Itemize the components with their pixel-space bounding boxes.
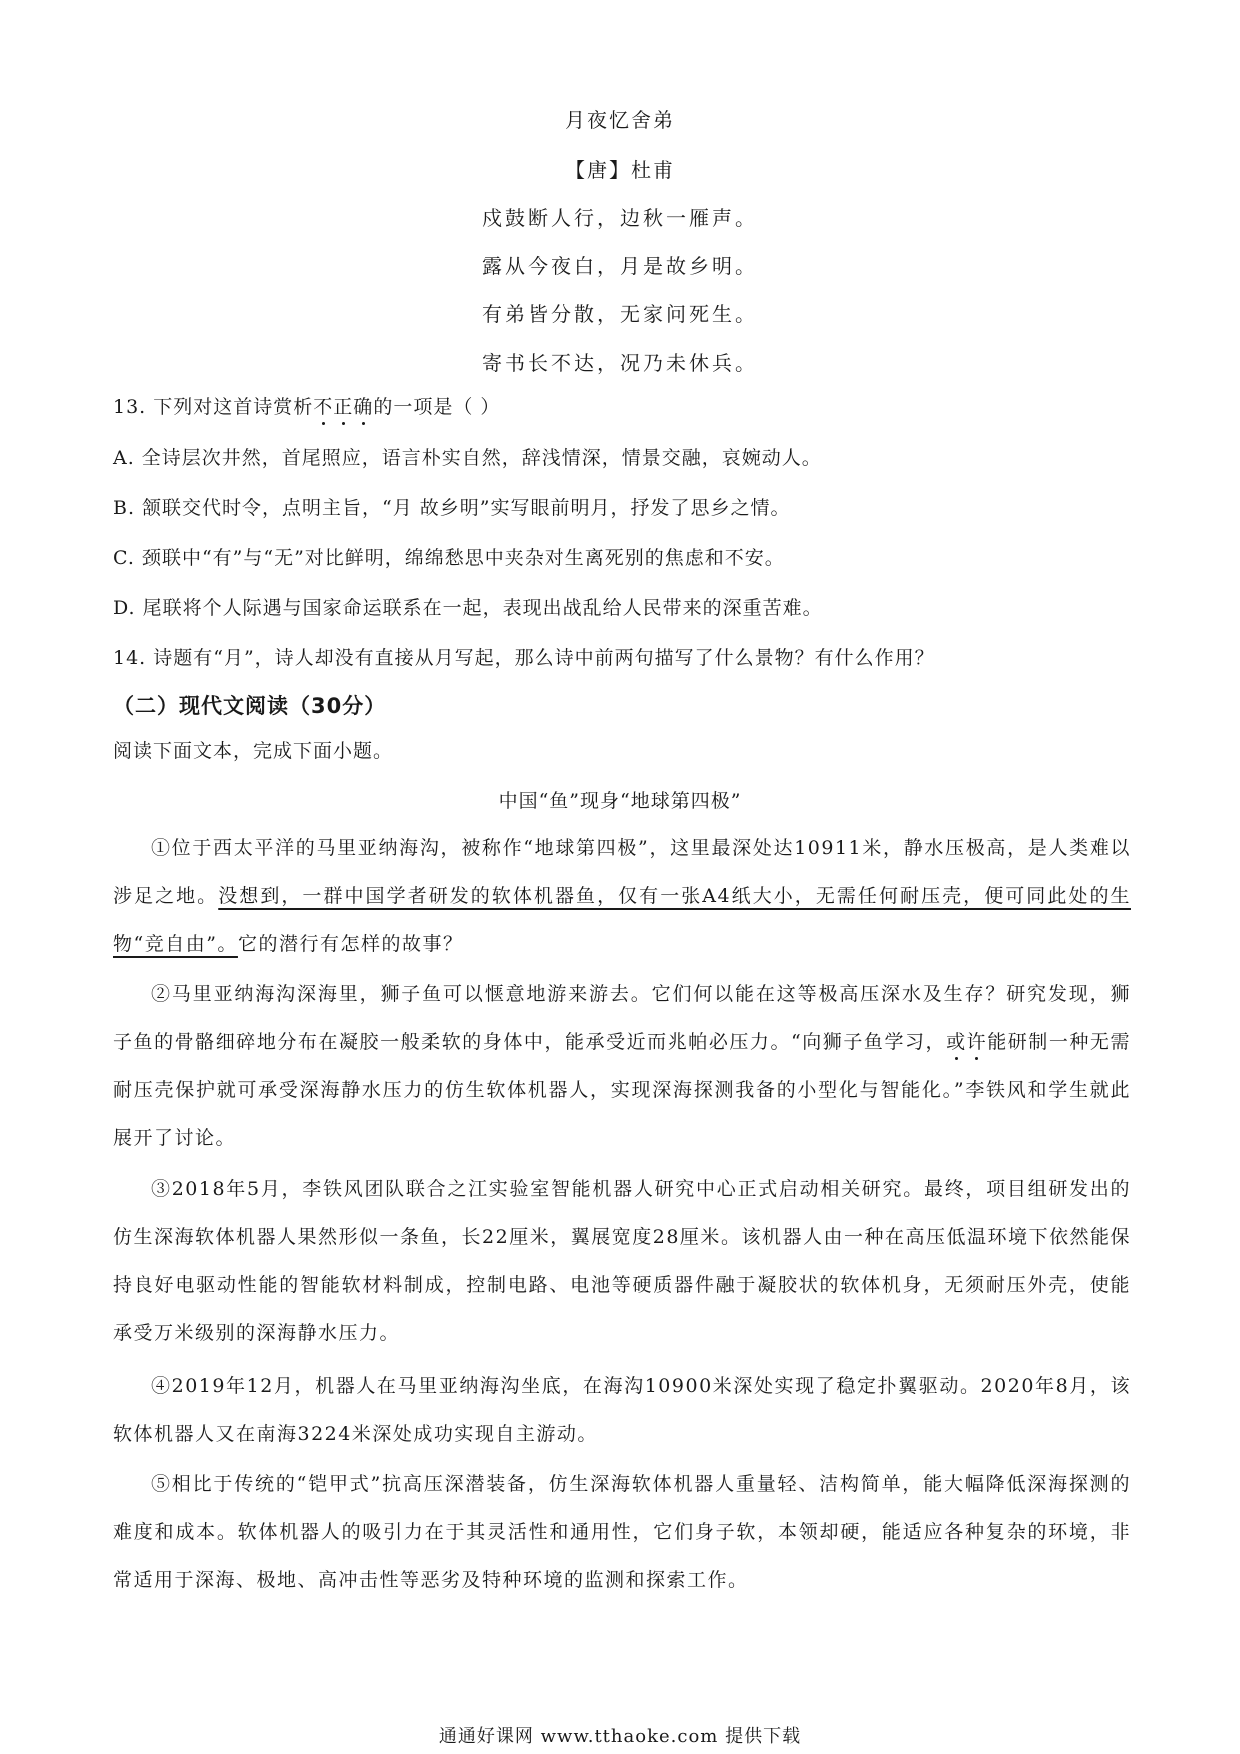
poem-line-3: 有弟皆分散，无家问死生。 [482,302,758,326]
paragraph-1-question: 它的潜行有怎样的故事？ [237,933,464,955]
emphasis-char: 正 [333,396,354,418]
paragraph-2-text-end: 能研制一种无需耐压壳保护就可承受深海静水压力的仿生软体机器人，实现深海探测我备的小型化与智能化。”李铁风和学生就此展开了讨论。 [113,1031,1131,1149]
question-14: 14. 诗题有“月”，诗人却没有直接从月写起，那么诗中前两句描写了什么景物？有什么作用？ [113,647,935,669]
footer-credit: 通通好课网 www.tthaoke.com 提供下载 [438,1726,802,1747]
option-b: B. 颔联交代时令，点明主旨，“月 故乡明”实写眼前明月，抒发了思乡之情。 [113,497,791,519]
paragraph-1 [113,824,1131,968]
paragraph-1-text: ①位于西太平洋的马里亚纳海沟，被称作“地球第四极”，这里最深处达10911米，静水压极高，是人类难以涉足之地。 [113,837,1131,907]
paragraph-5: ⑤相比于传统的“铠甲式”抗高压深潜装备，仿生深海软体机器人重量轻、洁构简单，能大幅降低深海探测的难度和成本。软体机器人的吸引力在于其灵活性和通用性，它们身子软，本领却硬，能适应各种复杂的环境，非常适用于深海、极地、高冲击性等恶劣及特种环境的监测和探索工作。 [113,1473,1131,1591]
reading-instruction: 阅读下面文本，完成下面小题。 [113,740,394,762]
paragraph-2 [113,970,1131,1162]
question-13-text-start: 13. 下列对这首诗赏析 [113,396,314,418]
option-c: C. 颈联中“有”与“无”对比鲜明，绵绵愁思中夹杂对生离死别的焦虑和不安。 [113,547,785,569]
poem-line-1: 戍鼓断人行，边秋一雁声。 [482,206,758,230]
emphasis-char: 确 [353,396,374,418]
poem-line-2: 露从今夜白，月是故乡明。 [482,254,758,278]
option-a: A. 全诗层次井然，首尾照应，语言朴实自然，辞浅情深，情景交融，哀婉动人。 [113,447,822,469]
poem-author: 【唐】杜甫 [565,158,675,182]
question-13-text-end: 的一项是（ ） [373,396,501,418]
paragraph-3: ③2018年5月，李铁风团队联合之江实验室智能机器人研究中心正式启动相关研究。最终，项目组研发出的仿生深海软体机器人果然形似一条鱼，长22厘米，翼展宽度28厘米。该机器人由一种在高压低温环境下依然能保持良好电驱动性能的智能软材料制成，控制电路、电池等硬质器件融于凝胶状的软体机身，无须耐压外壳，使能承受万米级别的深海静水压力。 [113,1178,1131,1344]
option-d: D. 尾联将个人际遇与国家命运联系在一起，表现出战乱给人民带来的深重苦难。 [113,597,823,619]
poem-line-4: 寄书长不达，况乃未休兵。 [482,351,758,375]
underlined-sentence: 没想到，一群中国学者研发的软体机器鱼，仅有一张A4纸大小，无需任何耐压壳，便可同此处的生物“竞自由”。 [113,885,1131,955]
paragraph-4: ④2019年12月，机器人在马里亚纳海沟坐底，在海沟10900米深处实现了稳定扑翼驱动。2020年8月，该软体机器人又在南海3224米深处成功实现自主游动。 [113,1375,1131,1445]
emphasis-char: 许 [966,1031,988,1053]
paragraph-2-text: ②马里亚纳海沟深海里，狮子鱼可以惬意地游来游去。它们何以能在这等极高压深水及生存？研究发现，狮子鱼的骨骼细碎地分布在凝胶一般柔软的身体中，能承受近而兆帕必压力。“向狮子鱼学习， [113,983,1131,1053]
emphasis-char: 不 [313,396,334,418]
question-13 [113,392,1133,419]
article-title: 中国“鱼”现身“地球第四极” [498,790,742,812]
poem-title: 月夜忆舍弟 [565,108,675,132]
section-heading: （二）现代文阅读（30分） [113,694,387,718]
emphasis-char: 或 [946,1031,967,1053]
